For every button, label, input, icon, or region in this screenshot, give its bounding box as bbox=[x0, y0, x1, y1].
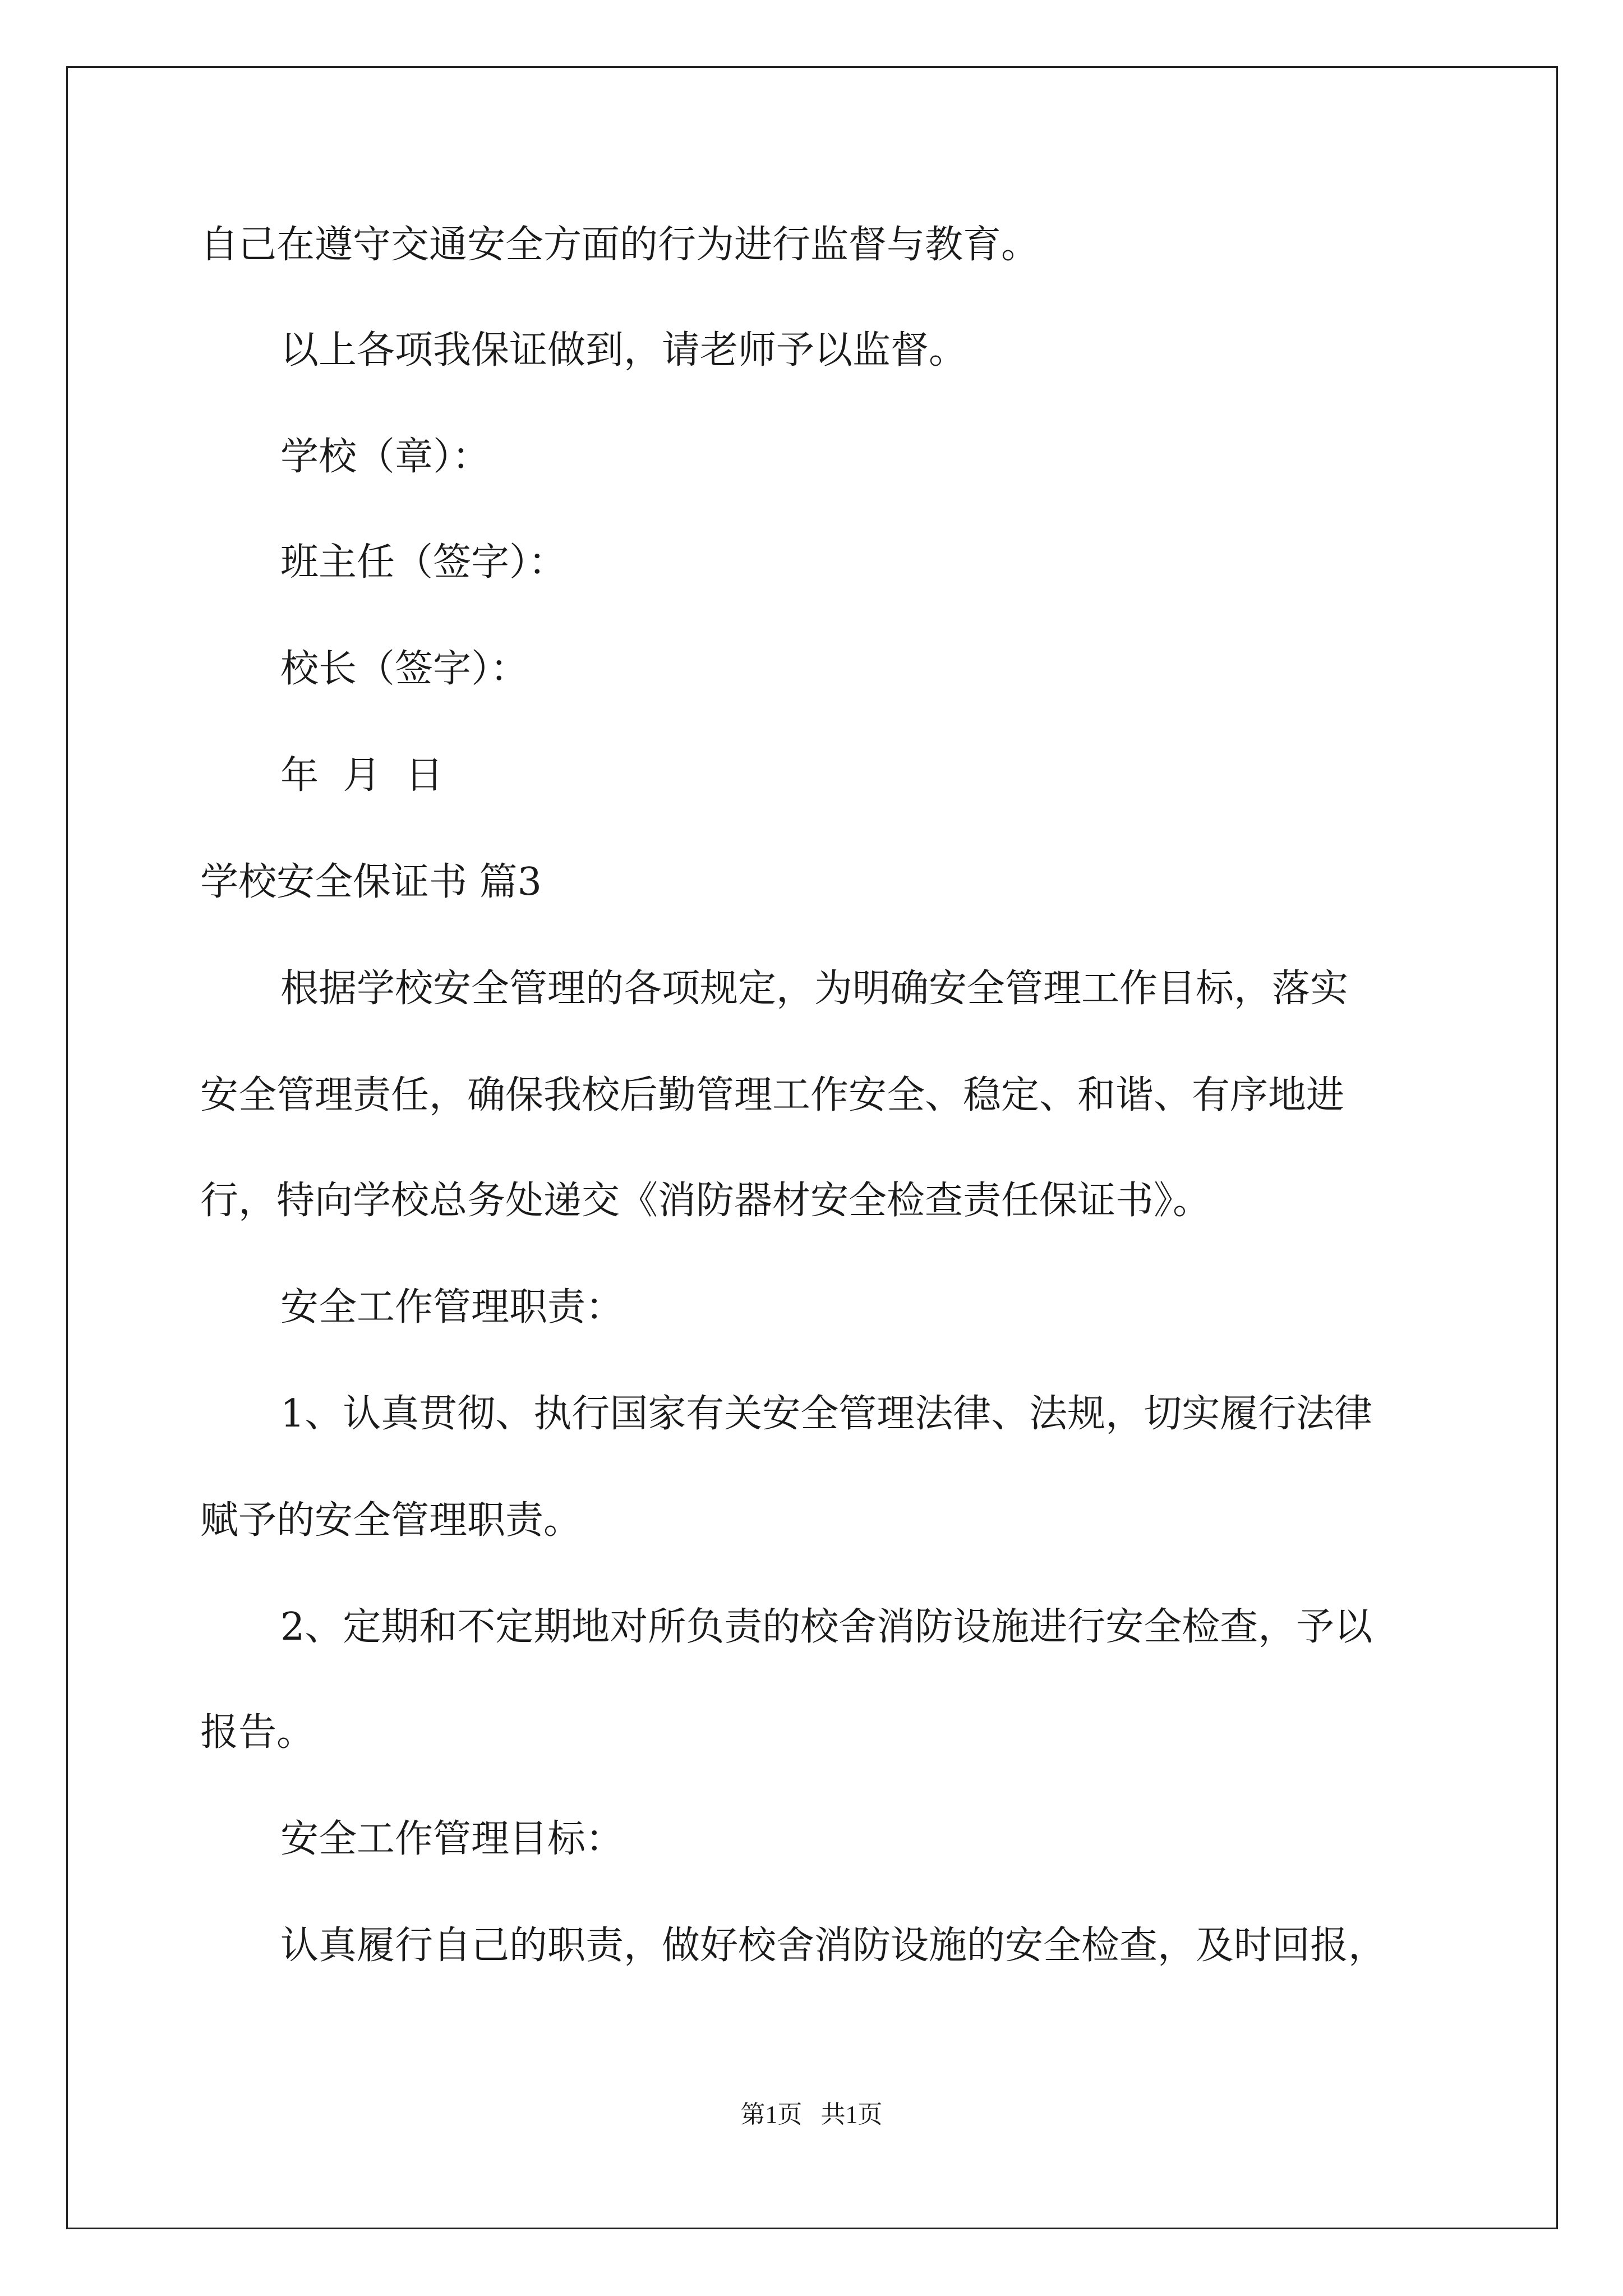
section-heading: 学校安全保证书 篇3 bbox=[200, 860, 542, 904]
body-text-line: 认真履行自己的职责，做好校舍消防设施的安全检查，及时回报， bbox=[280, 1924, 1387, 1968]
page-number-footer: 第1页 共1页 bbox=[740, 2101, 883, 2128]
subheading-goals: 安全工作管理目标： bbox=[280, 1817, 624, 1861]
subheading-duties: 安全工作管理职责： bbox=[280, 1285, 624, 1329]
date-line: 年 月 日 bbox=[280, 753, 444, 798]
signature-field-school: 学校（章）： bbox=[280, 435, 491, 479]
body-text-line: 行，特向学校总务处递交《消防器材安全检查责任保证书》。 bbox=[200, 1179, 1211, 1223]
body-text-line: 以上各项我保证做到，请老师予以监督。 bbox=[280, 328, 967, 372]
list-item-2: 2、定期和不定期地对所负责的校舍消防设施进行安全检查，予以 bbox=[280, 1605, 1373, 1649]
list-item-1-continued: 赋予的安全管理职责。 bbox=[200, 1498, 582, 1543]
list-item-2-continued: 报告。 bbox=[200, 1710, 315, 1755]
signature-field-teacher: 班主任（签字）： bbox=[280, 540, 567, 585]
list-item-1: 1、认真贯彻、执行国家有关安全管理法律、法规，切实履行法律 bbox=[280, 1392, 1373, 1436]
body-text-line: 安全管理责任，确保我校后勤管理工作安全、稳定、和谐、有序地进 bbox=[200, 1073, 1345, 1117]
signature-field-principal: 校长（签字）： bbox=[280, 647, 529, 691]
page-border bbox=[66, 66, 1558, 2229]
body-text-line: 根据学校安全管理的各项规定，为明确安全管理工作目标，落实 bbox=[280, 967, 1349, 1011]
body-text-line: 自己在遵守交通安全方面的行为进行监督与教育。 bbox=[200, 223, 1040, 267]
